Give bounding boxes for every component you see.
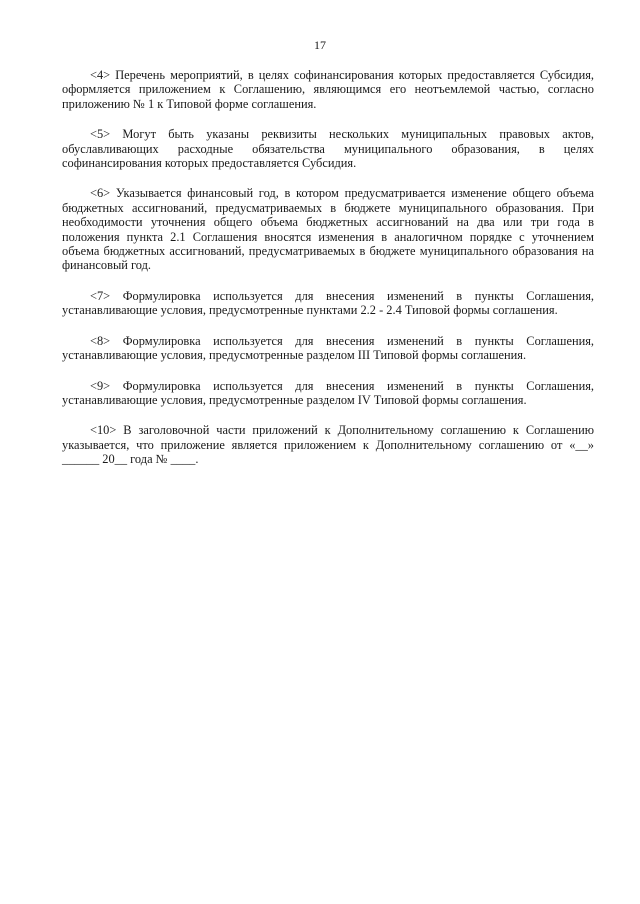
footnote-8: <8> Формулировка используется для внесения изменений в пункты Соглашения, устанавливающие условия, предусмотренные разделом III Типовой формы соглашения. [62,333,594,363]
footnote-10: <10> В заголовочной части приложений к Дополнительному соглашению к Соглашению указывается, что приложение является приложением к Дополнительному соглашению от «__» ______ 20__ года № ____. [62,423,594,467]
footnote-5: <5> Могут быть указаны реквизиты нескольких муниципальных правовых актов, обуславливающих расходные обязательства муниципального образования, в целях софинансирования которых предоставляется Субсидия. [62,127,594,171]
footnote-6: <6> Указывается финансовый год, в котором предусматривается изменение общего объема бюджетных ассигнований, предусматриваемых в бюджете муниципального образования. При необходимости уточнения общего объема бюджетных ассигнований на два или три года в положения пункта 2.1 Соглашения вносятся изменения в аналогичном порядке с уточнением объема бюджетных ассигнований, предусматриваемых в бюджете муниципального образования на финансовый год. [62,186,594,273]
page-number: 17 [314,38,326,52]
footnote-9: <9> Формулировка используется для внесения изменений в пункты Соглашения, устанавливающие условия, предусмотренные разделом IV Типовой формы соглашения. [62,378,594,407]
footnote-7: <7> Формулировка используется для внесения изменений в пункты Соглашения, устанавливающие условия, предусмотренные пунктами 2.2 - 2.4 Типовой формы соглашения. [62,288,594,318]
footnote-4: <4> Перечень мероприятий, в целях софинансирования которых предоставляется Субсидия, оформляется приложением к Соглашению, являющимся его неотъемлемой частью, согласно приложению № 1 к Типовой форме соглашения. [62,68,594,111]
footnotes-section [62,68,594,483]
